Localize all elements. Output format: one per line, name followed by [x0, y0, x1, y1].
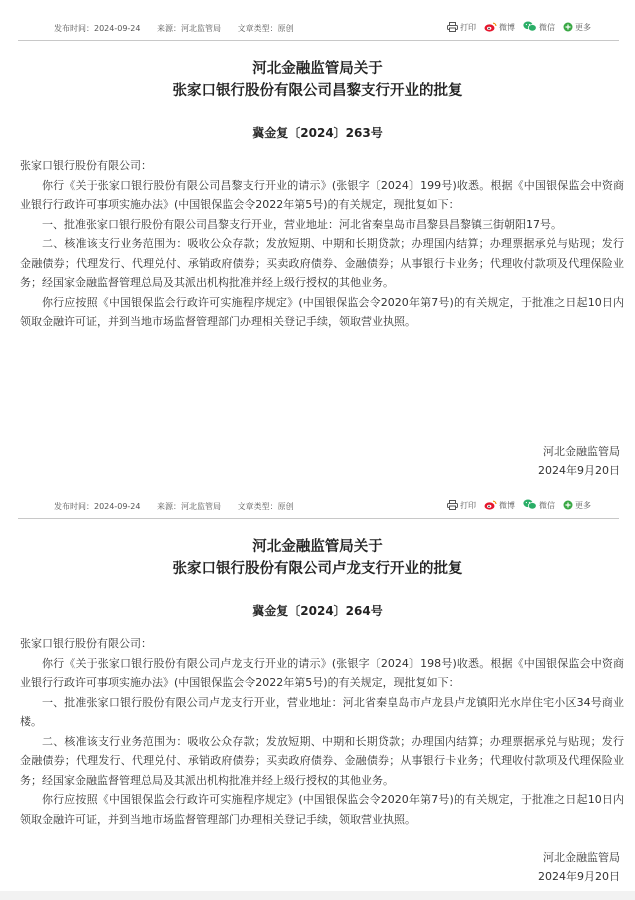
publish-time: 发布时间：2024-09-24 [54, 24, 141, 33]
paragraph: 你行应按照《中国银保监会行政许可实施程序规定》(中国银保监会令2020年第7号)的有关规定，于批准之日起10日内领取金融许可证，并到当地市场监督管理部门办理相关登记手续，领取营业执照。 [20, 295, 624, 328]
print-label: 打印 [460, 501, 476, 510]
signature-block [538, 848, 620, 886]
doc-type: 文章类型：原创 [237, 24, 294, 33]
source: 来源：河北监管局 [157, 502, 222, 511]
wechat-icon [523, 499, 537, 512]
source: 来源：河北监管局 [157, 24, 222, 33]
wechat-icon [523, 21, 537, 34]
wechat-button[interactable] [523, 21, 555, 34]
wechat-label: 微信 [539, 501, 555, 510]
sign-date: 2024年9月20日 [538, 464, 620, 477]
doc-number: 冀金复〔2024〕264号 [252, 604, 383, 618]
paragraph: 你行《关于张家口银行股份有限公司昌黎支行开业的请示》(张银字〔2024〕199号)收悉。根据《中国银保监会中资商业银行行政许可事项实施办法》(中国银保监会令2022年第5号)的有关规定，现批复如下： [20, 178, 624, 211]
weibo-button[interactable] [484, 22, 515, 34]
meta-bar [18, 18, 619, 41]
more-label: 更多 [575, 501, 591, 510]
plus-circle-icon [563, 500, 573, 512]
print-button[interactable] [447, 500, 476, 512]
paragraph: 二、核准该支行业务范围为：吸收公众存款；发放短期、中期和长期贷款；办理国内结算；办理票据承兑与贴现；发行金融债券；代理发行、代理兑付、承销政府债券；买卖政府债券、金融债券；从事银行卡业务；代理收付款项及代理保险业务；经国家金融监督管理总局及其派出机构批准并经上级行授权的其他业务。 [20, 237, 624, 289]
signature: 河北金融监管局 [543, 851, 620, 864]
meta-info [54, 23, 308, 34]
weibo-icon [484, 500, 497, 512]
paragraph: 你行《关于张家口银行股份有限公司卢龙支行开业的请示》(张银字〔2024〕198号)收悉。根据《中国银保监会中资商业银行行政许可事项实施办法》(中国银保监会令2022年第5号)的有关规定，现批复如下： [20, 656, 624, 689]
printer-icon [447, 500, 458, 512]
body-text [20, 156, 624, 332]
more-button[interactable] [563, 500, 591, 512]
publish-time: 发布时间：2024-09-24 [54, 502, 141, 511]
page-bottom-strip [0, 891, 635, 900]
weibo-label: 微博 [499, 501, 515, 510]
weibo-icon [484, 22, 497, 34]
weibo-label: 微博 [499, 23, 515, 32]
signature-block [538, 442, 620, 480]
more-label: 更多 [575, 23, 591, 32]
paragraph: 一、批准张家口银行股份有限公司昌黎支行开业，营业地址：河北省秦皇岛市昌黎县昌黎镇三街朝阳17号。 [42, 217, 562, 231]
more-button[interactable] [563, 22, 591, 34]
addressee: 张家口银行股份有限公司： [20, 637, 152, 650]
title-line-1: 河北金融监管局关于 [252, 539, 383, 555]
sign-date: 2024年9月20日 [538, 870, 620, 883]
title-line-2: 张家口银行股份有限公司卢龙支行开业的批复 [172, 561, 463, 577]
plus-circle-icon [563, 22, 573, 34]
paragraph: 你行应按照《中国银保监会行政许可实施程序规定》(中国银保监会令2020年第7号)的有关规定，于批准之日起10日内领取金融许可证，并到当地市场监督管理部门办理相关登记手续，领取营业执照。 [20, 793, 624, 826]
print-button[interactable] [447, 22, 476, 34]
title-line-2: 张家口银行股份有限公司昌黎支行开业的批复 [172, 83, 463, 99]
wechat-button[interactable] [523, 499, 555, 512]
weibo-button[interactable] [484, 500, 515, 512]
doc-type: 文章类型：原创 [237, 502, 294, 511]
title-line-1: 河北金融监管局关于 [252, 61, 383, 77]
paragraph: 二、核准该支行业务范围为：吸收公众存款；发放短期、中期和长期贷款；办理国内结算；办理票据承兑与贴现；发行金融债券；代理发行、代理兑付、承销政府债券；买卖政府债券、金融债券；从事银行卡业务；代理收付款项及代理保险业务；经国家金融监督管理总局及其派出机构批准并经上级行授权的其他业务。 [20, 734, 624, 787]
share-bar [439, 499, 591, 512]
print-label: 打印 [460, 23, 476, 32]
wechat-label: 微信 [539, 23, 555, 32]
signature: 河北金融监管局 [543, 445, 620, 458]
body-text [20, 634, 624, 829]
doc-number: 冀金复〔2024〕263号 [252, 126, 383, 140]
paragraph: 一、批准张家口银行股份有限公司卢龙支行开业，营业地址：河北省秦皇岛市卢龙县卢龙镇阳光水岸住宅小区34号商业楼。 [20, 695, 624, 728]
meta-info [54, 501, 308, 512]
addressee: 张家口银行股份有限公司： [20, 159, 152, 172]
share-bar [439, 21, 591, 34]
printer-icon [447, 22, 458, 34]
meta-bar [18, 496, 619, 519]
